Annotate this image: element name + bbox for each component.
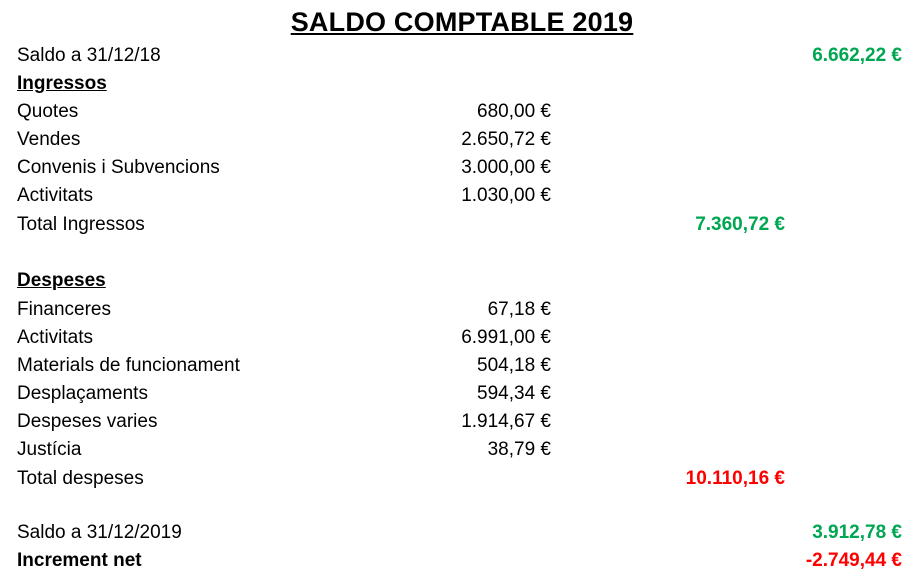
expense-row (0, 380, 924, 408)
expense-item-label: Despeses varies (17, 411, 158, 432)
expenses-heading-row (0, 267, 924, 295)
net-increment-value: -2.749,44 € (805, 550, 902, 571)
income-item-label: Activitats (17, 185, 94, 206)
expense-row (0, 324, 924, 352)
expenses-heading: Despeses (17, 270, 106, 291)
expense-item-label: Financeres (17, 299, 111, 320)
expenses-total-row (0, 465, 924, 493)
expense-item-value: 504,18 € (477, 355, 551, 376)
expense-item-label: Activitats (17, 327, 94, 348)
income-row (0, 154, 924, 182)
income-total-row (0, 211, 924, 239)
expenses-total-label: Total despeses (17, 468, 144, 489)
closing-balance-row (0, 519, 924, 547)
opening-balance-label: Saldo a 31/12/18 (17, 45, 161, 66)
income-total-label: Total Ingressos (17, 214, 145, 235)
income-item-value: 1.030,00 € (461, 185, 551, 206)
income-heading-row (0, 70, 924, 98)
expense-item-label: Justícia (17, 439, 82, 460)
expense-item-value: 594,34 € (477, 383, 551, 404)
income-item-value: 3.000,00 € (461, 157, 551, 178)
income-item-label: Vendes (17, 129, 81, 150)
expense-row (0, 436, 924, 464)
page-title: SALDO COMPTABLE 2019 (290, 7, 634, 37)
expense-row (0, 352, 924, 380)
expense-item-label: Desplaçaments (17, 383, 148, 404)
income-row (0, 126, 924, 154)
opening-balance-row (0, 42, 924, 70)
expense-item-value: 67,18 € (487, 299, 551, 320)
closing-balance-value: 3.912,78 € (812, 522, 902, 543)
net-increment-label: Increment net (17, 550, 142, 571)
net-increment-row (0, 547, 924, 575)
income-item-value: 2.650,72 € (461, 129, 551, 150)
expense-item-value: 1.914,67 € (461, 411, 551, 432)
expense-row (0, 296, 924, 324)
income-total-value: 7.360,72 € (695, 214, 785, 235)
income-item-label: Quotes (17, 101, 79, 122)
income-heading: Ingressos (17, 73, 107, 94)
opening-balance-value: 6.662,22 € (812, 45, 902, 66)
expenses-total-value: 10.110,16 € (685, 468, 785, 489)
income-item-value: 680,00 € (477, 101, 551, 122)
expense-row (0, 408, 924, 436)
income-row (0, 182, 924, 210)
income-item-label: Convenis i Subvencions (17, 157, 220, 178)
expense-item-label: Materials de funcionament (17, 355, 240, 376)
expense-item-value: 6.991,00 € (461, 327, 551, 348)
expense-item-value: 38,79 € (487, 439, 551, 460)
closing-balance-label: Saldo a 31/12/2019 (17, 522, 182, 543)
income-row (0, 98, 924, 126)
